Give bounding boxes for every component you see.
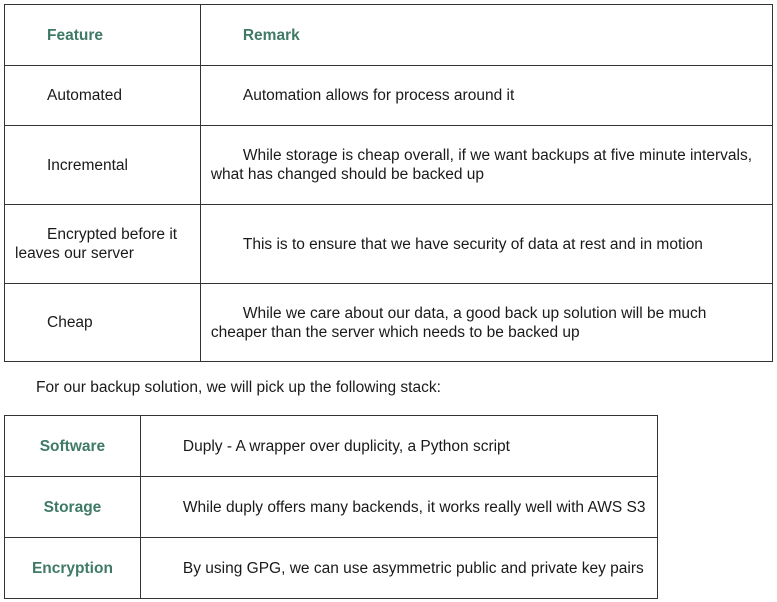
stack-value-cell: By using GPG, we can use asymmetric public and private key pairs (140, 538, 657, 599)
stack-label-cell: Software (5, 416, 141, 477)
table-row (5, 205, 773, 284)
remark-cell: This is to ensure that we have security of data at rest and in motion (200, 205, 772, 284)
table-row (5, 416, 658, 477)
feature-cell: Automated (5, 66, 201, 126)
feature-cell: Cheap (5, 284, 201, 362)
stack-intro-text: For our backup solution, we will pick up the following stack: (36, 379, 441, 396)
feature-column-header: Feature (5, 5, 201, 66)
table-header-row (5, 5, 773, 66)
stack-label-cell: Encryption (5, 538, 141, 599)
features-table (4, 4, 773, 362)
feature-cell: Incremental (5, 126, 201, 205)
table-row (5, 126, 773, 205)
stack-value-cell: Duply - A wrapper over duplicity, a Python script (140, 416, 657, 477)
stack-value-cell: While duply offers many backends, it works really well with AWS S3 (140, 477, 657, 538)
remark-cell: While storage is cheap overall, if we want backups at five minute intervals, what has changed should be backed up (200, 126, 772, 205)
table-row (5, 284, 773, 362)
remark-cell: While we care about our data, a good back up solution will be much cheaper than the server which needs to be backed up (200, 284, 772, 362)
table-row (5, 66, 773, 126)
table-row (5, 538, 658, 599)
remark-column-header: Remark (200, 5, 772, 66)
stack-table (4, 415, 658, 599)
remark-cell: Automation allows for process around it (200, 66, 772, 126)
feature-cell: Encrypted before it leaves our server (5, 205, 201, 284)
stack-label-cell: Storage (5, 477, 141, 538)
table-row (5, 477, 658, 538)
